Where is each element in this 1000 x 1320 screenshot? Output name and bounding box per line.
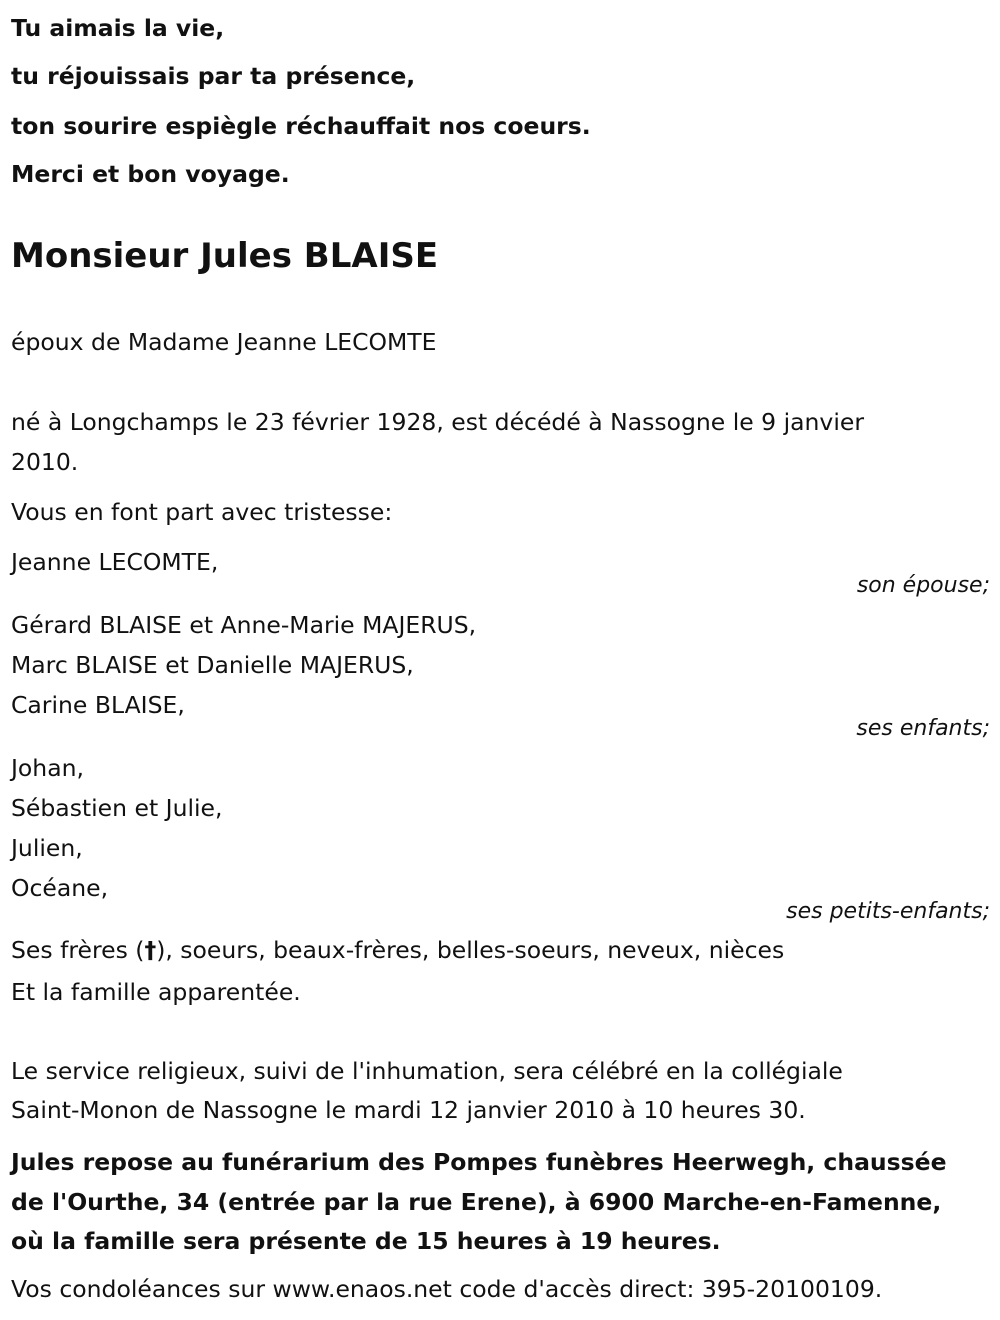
- announcement: Vous en font part avec tristesse:: [11, 498, 393, 526]
- relation-label: ses enfants;: [856, 716, 990, 741]
- family-line: Et la famille apparentée.: [11, 978, 301, 1006]
- poem-line: Tu aimais la vie,: [11, 14, 225, 42]
- siblings-line: [11, 935, 784, 965]
- family-name: Carine BLAISE,: [11, 691, 185, 719]
- spouse-line: époux de Madame Jeanne LECOMTE: [11, 328, 437, 356]
- poem-line: ton sourire espiègle réchauffait nos coeurs.: [11, 112, 591, 140]
- family-name: Gérard BLAISE et Anne-Marie MAJERUS,: [11, 611, 477, 639]
- deceased-name: Monsieur Jules BLAISE: [11, 236, 439, 276]
- birth-death-line: 2010.: [11, 448, 79, 476]
- family-name: Océane,: [11, 874, 109, 902]
- family-name: Marc BLAISE et Danielle MAJERUS,: [11, 651, 414, 679]
- family-name: Johan,: [11, 754, 84, 782]
- family-name: Jeanne LECOMTE,: [11, 548, 219, 576]
- funerarium-line: Jules repose au funérarium des Pompes funèbres Heerwegh, chaussée: [11, 1148, 947, 1176]
- siblings-text: ), soeurs, beaux-frères, belles-soeurs, neveux, nièces: [156, 936, 785, 964]
- poem-line: tu réjouissais par ta présence,: [11, 62, 416, 90]
- service-line: Le service religieux, suivi de l'inhumation, sera célébré en la collégiale: [11, 1057, 843, 1085]
- siblings-text: Ses frères (: [11, 936, 145, 964]
- condolences-line: Vos condoléances sur www.enaos.net code d'accès direct: 395-20100109.: [11, 1275, 883, 1303]
- cross-icon: †: [144, 936, 157, 964]
- birth-death-line: né à Longchamps le 23 février 1928, est décédé à Nassogne le 9 janvier: [11, 408, 864, 436]
- family-name: Julien,: [11, 834, 83, 862]
- relation-label: son épouse;: [856, 573, 990, 598]
- poem-line: Merci et bon voyage.: [11, 160, 290, 188]
- service-line: Saint-Monon de Nassogne le mardi 12 janvier 2010 à 10 heures 30.: [11, 1096, 806, 1124]
- family-name: Sébastien et Julie,: [11, 794, 223, 822]
- funerarium-line: où la famille sera présente de 15 heures à 19 heures.: [11, 1227, 721, 1255]
- funerarium-line: de l'Ourthe, 34 (entrée par la rue Erene), à 6900 Marche-en-Famenne,: [11, 1188, 942, 1216]
- relation-label: ses petits-enfants;: [786, 899, 990, 924]
